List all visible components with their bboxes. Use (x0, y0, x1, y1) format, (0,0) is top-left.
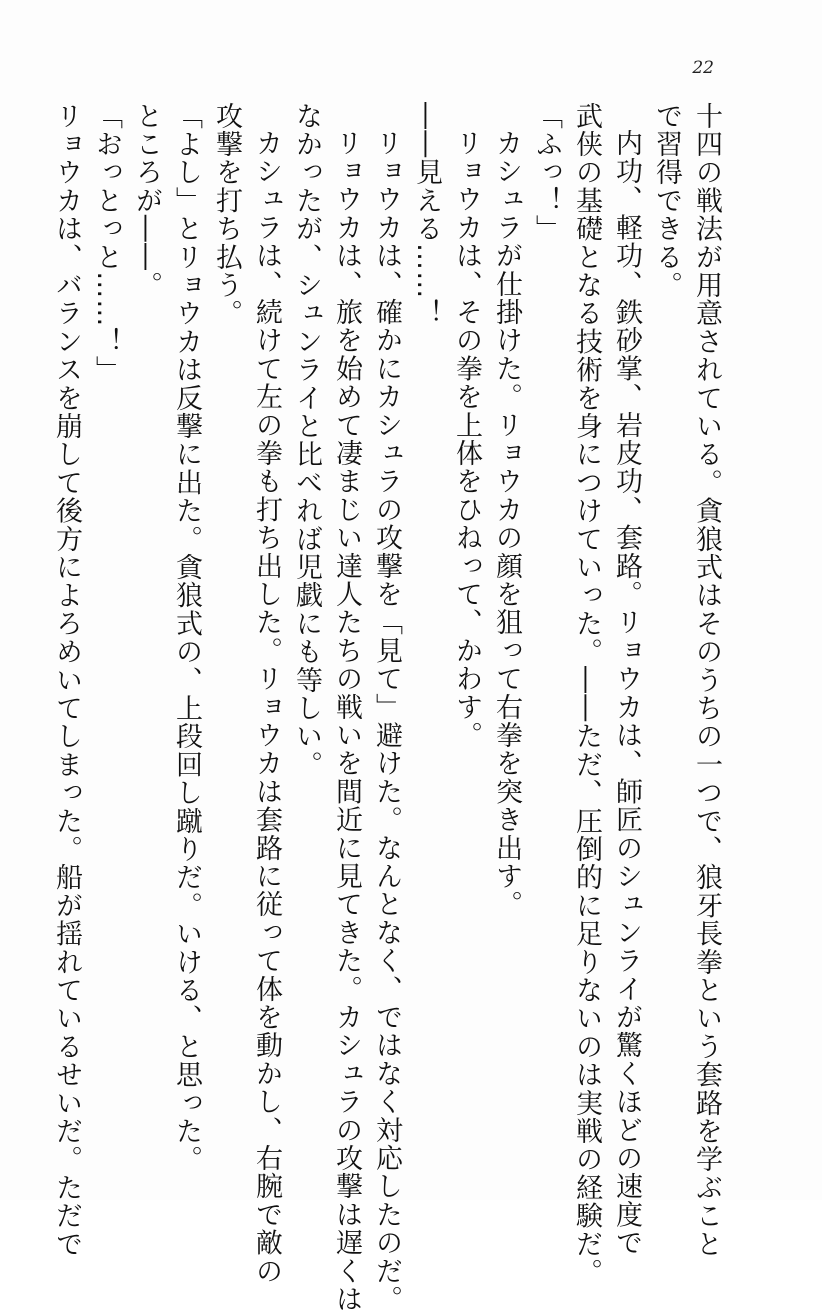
text-line: ところが――。 (131, 102, 162, 300)
text-line: 内功、軽功、鉄砂掌、岩皮功、套路。リョウカは、師匠のシュンライが驚くほどの速度で (611, 129, 642, 1257)
text-line: リョウカは、旅を始めて凄まじい達人たちの戦いを間近に見てきた。カシュラの攻撃は遅くは (331, 129, 362, 1313)
text-line: カシュラが仕掛けた。リョウカの顔を狙って右拳を突き出す。 (491, 129, 522, 919)
text-line: 十四の戦法が用意されている。貪狼式はそのうちの一つで、狼牙長拳という套路を学ぶこと (691, 102, 722, 1259)
page-number: 22 (692, 58, 714, 78)
text-line: 武侠の基礎となる技術を身につけていった。――ただ、圧倒的に足りないのは実戦の経験だ。 (571, 102, 602, 1287)
text-line: で習得できる。 (651, 102, 682, 300)
text-line: リョウカは、バランスを崩して後方によろめいてしまった。船が揺れているせいだ。ただで (51, 102, 82, 1259)
text-line: ――見える……！ (411, 102, 442, 328)
text-line: 攻撃を打ち払う。 (211, 102, 242, 328)
text-line: リョウカは、その拳を上体をひねって、かわす。 (451, 129, 482, 750)
text-line: 「よし」とリョウカは反撃に出た。貪狼式の、上段回し蹴りだ。いける、と思った。 (171, 102, 202, 1174)
text-line: 「おっとっと……！」 (91, 102, 122, 384)
text-line: リョウカは、確かにカシュラの攻撃を「見て」避けた。なんとなく、ではなく対応したのだ。 (371, 129, 402, 1313)
text-line: 「ふっ！」 (531, 102, 562, 243)
novel-body-text (51, 102, 726, 1313)
text-line: なかったが、シュンライと比べれば児戯にも等しい。 (291, 102, 322, 779)
text-line: カシュラは、続けて左の拳も打ち出した。リョウカは套路に従って体を動かし、右腕で敵の (251, 129, 282, 1286)
